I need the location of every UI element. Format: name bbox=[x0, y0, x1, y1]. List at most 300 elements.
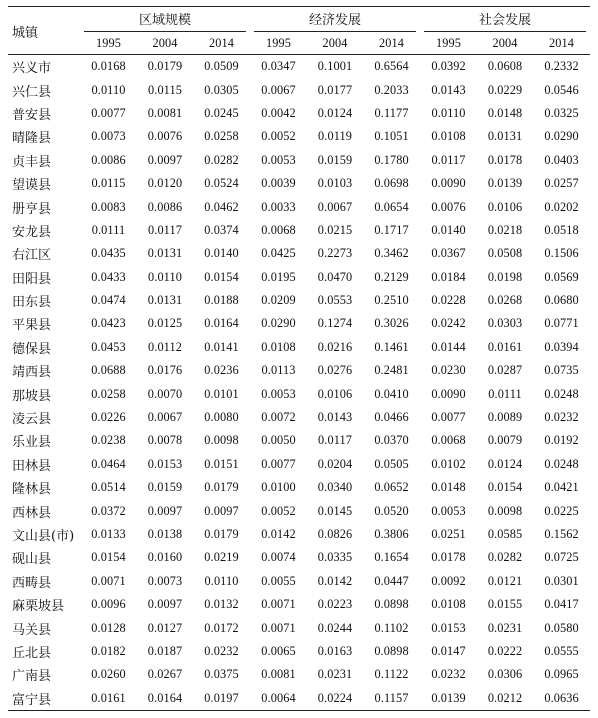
value-cell: 0.0131 bbox=[487, 129, 523, 144]
value-cell: 0.0065 bbox=[261, 643, 296, 658]
value-cell: 0.0153 bbox=[147, 456, 183, 471]
value-cell: 0.0141 bbox=[204, 339, 239, 354]
value-cell: 0.0216 bbox=[317, 339, 353, 354]
value-cell: 0.0081 bbox=[147, 105, 183, 120]
value-cell: 0.0268 bbox=[487, 293, 523, 308]
value-cell: 0.0182 bbox=[91, 643, 126, 658]
value-cell: 0.0236 bbox=[204, 363, 239, 378]
value-cell: 0.0073 bbox=[91, 129, 126, 144]
value-cell: 0.0161 bbox=[487, 339, 523, 354]
value-cell: 0.0251 bbox=[431, 527, 466, 541]
value-cell: 0.2129 bbox=[374, 269, 409, 284]
value-cell: 0.0898 bbox=[374, 597, 409, 612]
table-header bbox=[8, 7, 590, 55]
year-header: 1995 bbox=[420, 32, 477, 55]
value-cell: 0.0725 bbox=[544, 550, 579, 565]
value-cell: 0.0417 bbox=[544, 597, 579, 612]
town-name-cell: 田东县 bbox=[12, 295, 52, 311]
table-row bbox=[8, 266, 590, 289]
value-cell: 0.0258 bbox=[204, 129, 239, 144]
value-cell: 0.0204 bbox=[317, 456, 353, 471]
year-header: 1995 bbox=[80, 32, 137, 55]
value-cell: 0.0188 bbox=[204, 293, 239, 308]
table-row bbox=[8, 78, 590, 101]
value-cell: 0.0518 bbox=[544, 222, 579, 237]
town-name-cell: 普安县 bbox=[12, 107, 52, 123]
value-cell: 0.1001 bbox=[317, 59, 353, 74]
value-cell: 0.0372 bbox=[91, 503, 126, 518]
value-cell: 0.0074 bbox=[261, 550, 296, 565]
value-cell: 0.0068 bbox=[261, 222, 296, 237]
value-cell: 0.0097 bbox=[147, 503, 183, 518]
value-cell: 0.0125 bbox=[147, 316, 183, 331]
table-row bbox=[8, 359, 590, 382]
value-cell: 0.0197 bbox=[193, 687, 250, 711]
value-cell: 0.0110 bbox=[91, 82, 126, 97]
value-cell: 0.0033 bbox=[261, 199, 296, 214]
value-cell: 0.0164 bbox=[204, 316, 239, 331]
value-cell: 0.0089 bbox=[487, 410, 523, 425]
town-name-cell: 册亨县 bbox=[12, 201, 52, 217]
value-cell: 0.0219 bbox=[204, 550, 239, 565]
value-cell: 0.0083 bbox=[91, 199, 126, 214]
table-row bbox=[8, 640, 590, 663]
value-cell: 0.0260 bbox=[91, 667, 126, 682]
value-cell: 0.0052 bbox=[261, 129, 296, 144]
value-cell: 0.2510 bbox=[374, 293, 409, 308]
value-cell: 0.0225 bbox=[544, 503, 579, 518]
value-cell: 0.0340 bbox=[317, 480, 353, 495]
value-cell: 0.0608 bbox=[487, 59, 523, 74]
value-cell: 0.0168 bbox=[91, 59, 126, 74]
town-name-cell: 贞丰县 bbox=[12, 154, 52, 170]
value-cell: 0.0071 bbox=[91, 573, 126, 588]
value-cell: 0.0117 bbox=[148, 222, 182, 237]
town-name-cell: 田林县 bbox=[12, 458, 52, 474]
value-cell: 0.0435 bbox=[91, 246, 126, 261]
value-cell: 0.0248 bbox=[544, 386, 579, 401]
value-cell: 0.0178 bbox=[431, 550, 466, 565]
town-name-cell: 西林县 bbox=[12, 505, 52, 521]
value-cell: 0.0119 bbox=[318, 129, 352, 144]
value-cell: 0.1780 bbox=[374, 152, 409, 167]
table-row bbox=[8, 102, 590, 125]
value-cell: 0.0148 bbox=[431, 480, 466, 495]
town-name-cell: 砚山县 bbox=[12, 552, 52, 568]
value-cell: 0.6564 bbox=[374, 59, 409, 74]
value-cell: 0.0097 bbox=[147, 152, 183, 167]
value-cell: 0.0179 bbox=[204, 480, 239, 495]
value-cell: 0.0067 bbox=[261, 82, 296, 97]
value-cell: 0.0374 bbox=[204, 222, 239, 237]
table-row bbox=[8, 125, 590, 148]
value-cell: 0.0142 bbox=[317, 573, 353, 588]
value-cell: 0.0176 bbox=[147, 363, 183, 378]
value-cell: 0.0735 bbox=[544, 363, 579, 378]
value-cell: 0.0076 bbox=[431, 199, 466, 214]
table-row bbox=[8, 195, 590, 218]
year-header: 2014 bbox=[363, 32, 420, 55]
value-cell: 0.0421 bbox=[544, 480, 579, 495]
town-name-cell: 德保县 bbox=[12, 341, 52, 357]
value-cell: 0.0520 bbox=[374, 503, 409, 518]
value-cell: 0.0142 bbox=[261, 527, 296, 541]
value-cell: 0.0092 bbox=[431, 573, 466, 588]
group-header-economic bbox=[250, 7, 420, 33]
table-row bbox=[8, 149, 590, 172]
value-cell: 0.0290 bbox=[544, 129, 579, 144]
value-cell: 0.0231 bbox=[487, 620, 523, 635]
value-cell: 0.0140 bbox=[204, 246, 239, 261]
value-cell: 0.2332 bbox=[544, 59, 579, 74]
value-cell: 0.0073 bbox=[147, 573, 183, 588]
value-cell: 0.0050 bbox=[261, 433, 296, 448]
value-cell: 0.0198 bbox=[487, 269, 523, 284]
value-cell: 0.0514 bbox=[91, 480, 126, 495]
value-cell: 0.0097 bbox=[204, 503, 239, 518]
value-cell: 0.0179 bbox=[204, 527, 239, 541]
town-name-cell: 靖西县 bbox=[12, 365, 52, 381]
value-cell: 0.0112 bbox=[148, 339, 182, 354]
town-name-cell: 马关县 bbox=[12, 622, 52, 638]
value-cell: 0.0688 bbox=[91, 363, 126, 378]
table-row bbox=[8, 476, 590, 499]
value-cell: 0.0192 bbox=[544, 433, 579, 448]
value-cell: 0.0115 bbox=[148, 82, 182, 97]
table-row bbox=[8, 453, 590, 476]
town-name-cell: 兴义市 bbox=[12, 61, 52, 77]
year-header: 2004 bbox=[477, 32, 533, 55]
value-cell: 0.0242 bbox=[431, 316, 466, 331]
value-cell: 0.0124 bbox=[487, 456, 523, 471]
town-name-cell: 文山县(市) bbox=[12, 529, 75, 544]
value-cell: 0.0154 bbox=[91, 550, 126, 565]
value-cell: 0.0771 bbox=[544, 316, 579, 331]
value-cell: 0.0064 bbox=[250, 687, 307, 711]
value-cell: 0.0184 bbox=[431, 269, 466, 284]
value-cell: 0.0080 bbox=[204, 410, 239, 425]
town-name-cell: 右江区 bbox=[12, 248, 52, 264]
value-cell: 0.1177 bbox=[374, 105, 409, 120]
value-cell: 0.0654 bbox=[374, 199, 409, 214]
value-cell: 0.0071 bbox=[261, 620, 296, 635]
value-cell: 0.0267 bbox=[147, 667, 183, 682]
town-column-header: 城镇 bbox=[8, 7, 80, 55]
value-cell: 0.0098 bbox=[487, 503, 523, 518]
value-cell: 0.0077 bbox=[261, 456, 296, 471]
group-header-label: 区域规模 bbox=[84, 9, 246, 32]
value-cell: 0.0053 bbox=[261, 152, 296, 167]
value-cell: 0.0305 bbox=[204, 82, 239, 97]
value-cell: 0.0367 bbox=[431, 246, 466, 261]
value-cell: 0.0147 bbox=[431, 643, 466, 658]
value-cell: 0.0053 bbox=[431, 503, 466, 518]
value-cell: 0.0079 bbox=[487, 433, 523, 448]
value-cell: 0.0086 bbox=[91, 152, 126, 167]
value-cell: 0.0425 bbox=[261, 246, 296, 261]
value-cell: 0.0187 bbox=[147, 643, 183, 658]
table-row bbox=[8, 55, 590, 79]
value-cell: 0.0223 bbox=[317, 597, 353, 612]
value-cell: 0.0143 bbox=[431, 82, 466, 97]
table-row bbox=[8, 219, 590, 242]
value-cell: 0.3806 bbox=[374, 527, 409, 541]
value-cell: 0.0155 bbox=[487, 597, 523, 612]
table-row bbox=[8, 406, 590, 429]
value-cell: 0.0218 bbox=[487, 222, 523, 237]
value-cell: 0.0474 bbox=[91, 293, 126, 308]
value-cell: 0.0103 bbox=[317, 176, 353, 191]
value-cell: 0.0052 bbox=[261, 503, 296, 518]
value-cell: 0.0076 bbox=[147, 129, 183, 144]
value-cell: 0.0102 bbox=[431, 456, 466, 471]
town-name-cell: 麻栗坡县 bbox=[12, 599, 65, 615]
group-header-social bbox=[420, 7, 590, 33]
value-cell: 0.0131 bbox=[147, 293, 183, 308]
value-cell: 0.0392 bbox=[431, 59, 466, 74]
value-cell: 0.0161 bbox=[80, 687, 137, 711]
value-cell: 0.1717 bbox=[374, 222, 409, 237]
town-name-cell: 那坡县 bbox=[12, 388, 52, 404]
value-cell: 0.0159 bbox=[147, 480, 183, 495]
value-cell: 0.0106 bbox=[487, 199, 523, 214]
value-cell: 0.0111 bbox=[91, 222, 126, 237]
value-cell: 0.0231 bbox=[317, 667, 353, 682]
value-cell: 0.0144 bbox=[431, 339, 466, 354]
value-cell: 0.1157 bbox=[363, 687, 420, 711]
value-cell: 0.2033 bbox=[374, 82, 409, 97]
value-cell: 0.0447 bbox=[374, 573, 409, 588]
value-cell: 0.0394 bbox=[544, 339, 579, 354]
value-cell: 0.0178 bbox=[487, 152, 523, 167]
value-cell: 0.0287 bbox=[487, 363, 523, 378]
table-row bbox=[8, 499, 590, 522]
group-header-label: 经济发展 bbox=[254, 9, 416, 32]
town-name-cell: 乐业县 bbox=[12, 435, 52, 451]
value-cell: 0.0131 bbox=[147, 246, 183, 261]
value-cell: 0.0111 bbox=[488, 386, 522, 401]
value-cell: 0.0282 bbox=[204, 152, 239, 167]
value-cell: 0.0466 bbox=[374, 410, 409, 425]
value-cell: 0.0464 bbox=[91, 456, 126, 471]
year-header: 1995 bbox=[250, 32, 307, 55]
value-cell: 0.0071 bbox=[261, 597, 296, 612]
value-cell: 0.0160 bbox=[147, 550, 183, 565]
value-cell: 0.0098 bbox=[204, 433, 239, 448]
value-cell: 0.0433 bbox=[91, 269, 126, 284]
value-cell: 0.1654 bbox=[374, 550, 409, 565]
value-cell: 0.2481 bbox=[374, 363, 409, 378]
town-name-cell: 平果县 bbox=[12, 318, 52, 334]
value-cell: 0.1102 bbox=[374, 620, 409, 635]
value-cell: 0.0232 bbox=[204, 643, 239, 658]
value-cell: 0.0143 bbox=[317, 410, 353, 425]
value-cell: 0.0244 bbox=[317, 620, 353, 635]
table-row bbox=[8, 242, 590, 265]
town-name-cell: 田阳县 bbox=[12, 271, 52, 287]
value-cell: 0.0375 bbox=[204, 667, 239, 682]
value-cell: 0.3462 bbox=[374, 246, 409, 261]
town-name-cell: 晴隆县 bbox=[12, 131, 52, 147]
value-cell: 0.0096 bbox=[91, 597, 126, 612]
value-cell: 0.0215 bbox=[317, 222, 353, 237]
value-cell: 0.0202 bbox=[544, 199, 579, 214]
value-cell: 0.0553 bbox=[317, 293, 353, 308]
town-name-cell: 富宁县 bbox=[8, 687, 80, 711]
value-cell: 0.0068 bbox=[431, 433, 466, 448]
data-table bbox=[8, 6, 590, 711]
value-cell: 0.0209 bbox=[261, 293, 296, 308]
table-row bbox=[8, 663, 590, 686]
value-cell: 0.0228 bbox=[431, 293, 466, 308]
value-cell: 0.0138 bbox=[147, 527, 183, 541]
value-cell: 0.0229 bbox=[487, 82, 523, 97]
table-row bbox=[8, 336, 590, 359]
value-cell: 0.0067 bbox=[147, 410, 183, 425]
table-row bbox=[8, 429, 590, 452]
value-cell: 0.0303 bbox=[487, 316, 523, 331]
town-name-cell: 隆林县 bbox=[12, 482, 52, 498]
value-cell: 0.0370 bbox=[374, 433, 409, 448]
value-cell: 0.0100 bbox=[261, 480, 296, 495]
table-row bbox=[8, 593, 590, 616]
value-cell: 0.0335 bbox=[317, 550, 353, 565]
value-cell: 0.0128 bbox=[91, 620, 126, 635]
table-row bbox=[8, 523, 590, 546]
year-header: 2014 bbox=[193, 32, 250, 55]
value-cell: 0.0282 bbox=[487, 550, 523, 565]
group-header-region-scale bbox=[80, 7, 250, 33]
value-cell: 0.1274 bbox=[317, 316, 353, 331]
value-cell: 0.0124 bbox=[317, 105, 353, 120]
town-name-cell: 丘北县 bbox=[12, 645, 52, 661]
value-cell: 0.0453 bbox=[91, 339, 126, 354]
year-header: 2004 bbox=[137, 32, 193, 55]
value-cell: 0.0826 bbox=[317, 527, 353, 541]
header-group-row bbox=[8, 7, 590, 33]
value-cell: 0.0101 bbox=[204, 386, 239, 401]
value-cell: 0.1461 bbox=[374, 339, 409, 354]
table-row bbox=[8, 687, 590, 711]
value-cell: 0.0652 bbox=[374, 480, 409, 495]
value-cell: 0.0680 bbox=[544, 293, 579, 308]
value-cell: 0.0154 bbox=[487, 480, 523, 495]
value-cell: 0.0410 bbox=[374, 386, 409, 401]
value-cell: 0.0053 bbox=[261, 386, 296, 401]
value-cell: 0.0077 bbox=[91, 105, 126, 120]
value-cell: 0.2273 bbox=[317, 246, 353, 261]
value-cell: 0.0106 bbox=[317, 386, 353, 401]
value-cell: 0.0110 bbox=[148, 269, 182, 284]
value-cell: 0.0238 bbox=[91, 433, 126, 448]
value-cell: 0.0290 bbox=[261, 316, 296, 331]
value-cell: 0.0117 bbox=[431, 152, 466, 167]
value-cell: 0.0121 bbox=[487, 573, 523, 588]
town-name-cell: 兴仁县 bbox=[12, 84, 52, 100]
value-cell: 0.0248 bbox=[544, 456, 579, 471]
table-row bbox=[8, 172, 590, 195]
value-cell: 0.0580 bbox=[544, 620, 579, 635]
value-cell: 0.0505 bbox=[374, 456, 409, 471]
year-header: 2014 bbox=[533, 32, 590, 55]
value-cell: 0.0113 bbox=[261, 363, 296, 378]
value-cell: 0.0078 bbox=[147, 433, 183, 448]
table-row bbox=[8, 382, 590, 405]
value-cell: 0.0077 bbox=[431, 410, 466, 425]
value-cell: 0.1122 bbox=[374, 667, 409, 682]
value-cell: 0.0245 bbox=[204, 105, 239, 120]
value-cell: 0.0555 bbox=[544, 643, 579, 658]
table-row bbox=[8, 312, 590, 335]
town-name-cell: 安龙县 bbox=[12, 224, 52, 240]
value-cell: 0.0117 bbox=[318, 433, 352, 448]
value-cell: 0.0154 bbox=[204, 269, 239, 284]
value-cell: 0.0139 bbox=[420, 687, 477, 711]
value-cell: 0.0172 bbox=[204, 620, 239, 635]
value-cell: 0.0569 bbox=[544, 269, 579, 284]
value-cell: 0.0090 bbox=[431, 386, 466, 401]
value-cell: 0.0127 bbox=[147, 620, 183, 635]
value-cell: 0.0133 bbox=[91, 527, 126, 541]
value-cell: 0.0151 bbox=[204, 456, 239, 471]
value-cell: 0.0039 bbox=[261, 176, 296, 191]
value-cell: 0.1051 bbox=[374, 129, 409, 144]
value-cell: 0.0965 bbox=[544, 667, 579, 682]
value-cell: 0.0086 bbox=[147, 199, 183, 214]
table-body bbox=[8, 55, 590, 711]
header-year-row bbox=[8, 32, 590, 55]
group-header-label: 社会发展 bbox=[424, 9, 586, 32]
value-cell: 0.0403 bbox=[544, 152, 579, 167]
table-row bbox=[8, 570, 590, 593]
value-cell: 0.0230 bbox=[431, 363, 466, 378]
value-cell: 0.0258 bbox=[91, 386, 126, 401]
value-cell: 0.0698 bbox=[374, 176, 409, 191]
value-cell: 0.0120 bbox=[147, 176, 183, 191]
value-cell: 0.0546 bbox=[544, 82, 579, 97]
value-cell: 0.0070 bbox=[147, 386, 183, 401]
value-cell: 0.0276 bbox=[317, 363, 353, 378]
value-cell: 0.0462 bbox=[204, 199, 239, 214]
value-cell: 0.0508 bbox=[487, 246, 523, 261]
town-name-cell: 广南县 bbox=[12, 669, 52, 685]
value-cell: 0.0636 bbox=[533, 687, 590, 711]
value-cell: 0.0159 bbox=[317, 152, 353, 167]
value-cell: 0.0470 bbox=[317, 269, 353, 284]
value-cell: 0.0055 bbox=[261, 573, 296, 588]
table-row bbox=[8, 289, 590, 312]
value-cell: 0.0139 bbox=[487, 176, 523, 191]
value-cell: 0.3026 bbox=[374, 316, 409, 331]
value-cell: 0.0306 bbox=[487, 667, 523, 682]
value-cell: 0.0226 bbox=[91, 410, 126, 425]
value-cell: 0.0108 bbox=[431, 597, 466, 612]
year-header: 2004 bbox=[307, 32, 363, 55]
value-cell: 0.0898 bbox=[374, 643, 409, 658]
town-name-cell: 西畴县 bbox=[12, 575, 52, 591]
value-cell: 0.0224 bbox=[307, 687, 363, 711]
value-cell: 0.0179 bbox=[147, 59, 183, 74]
value-cell: 0.0163 bbox=[317, 643, 353, 658]
value-cell: 0.0301 bbox=[544, 573, 579, 588]
value-cell: 0.0222 bbox=[487, 643, 523, 658]
value-cell: 0.0153 bbox=[431, 620, 466, 635]
town-name-cell: 凌云县 bbox=[12, 412, 52, 428]
value-cell: 0.0145 bbox=[317, 503, 353, 518]
value-cell: 0.0110 bbox=[431, 105, 466, 120]
value-cell: 0.0524 bbox=[204, 176, 239, 191]
table-row bbox=[8, 546, 590, 569]
